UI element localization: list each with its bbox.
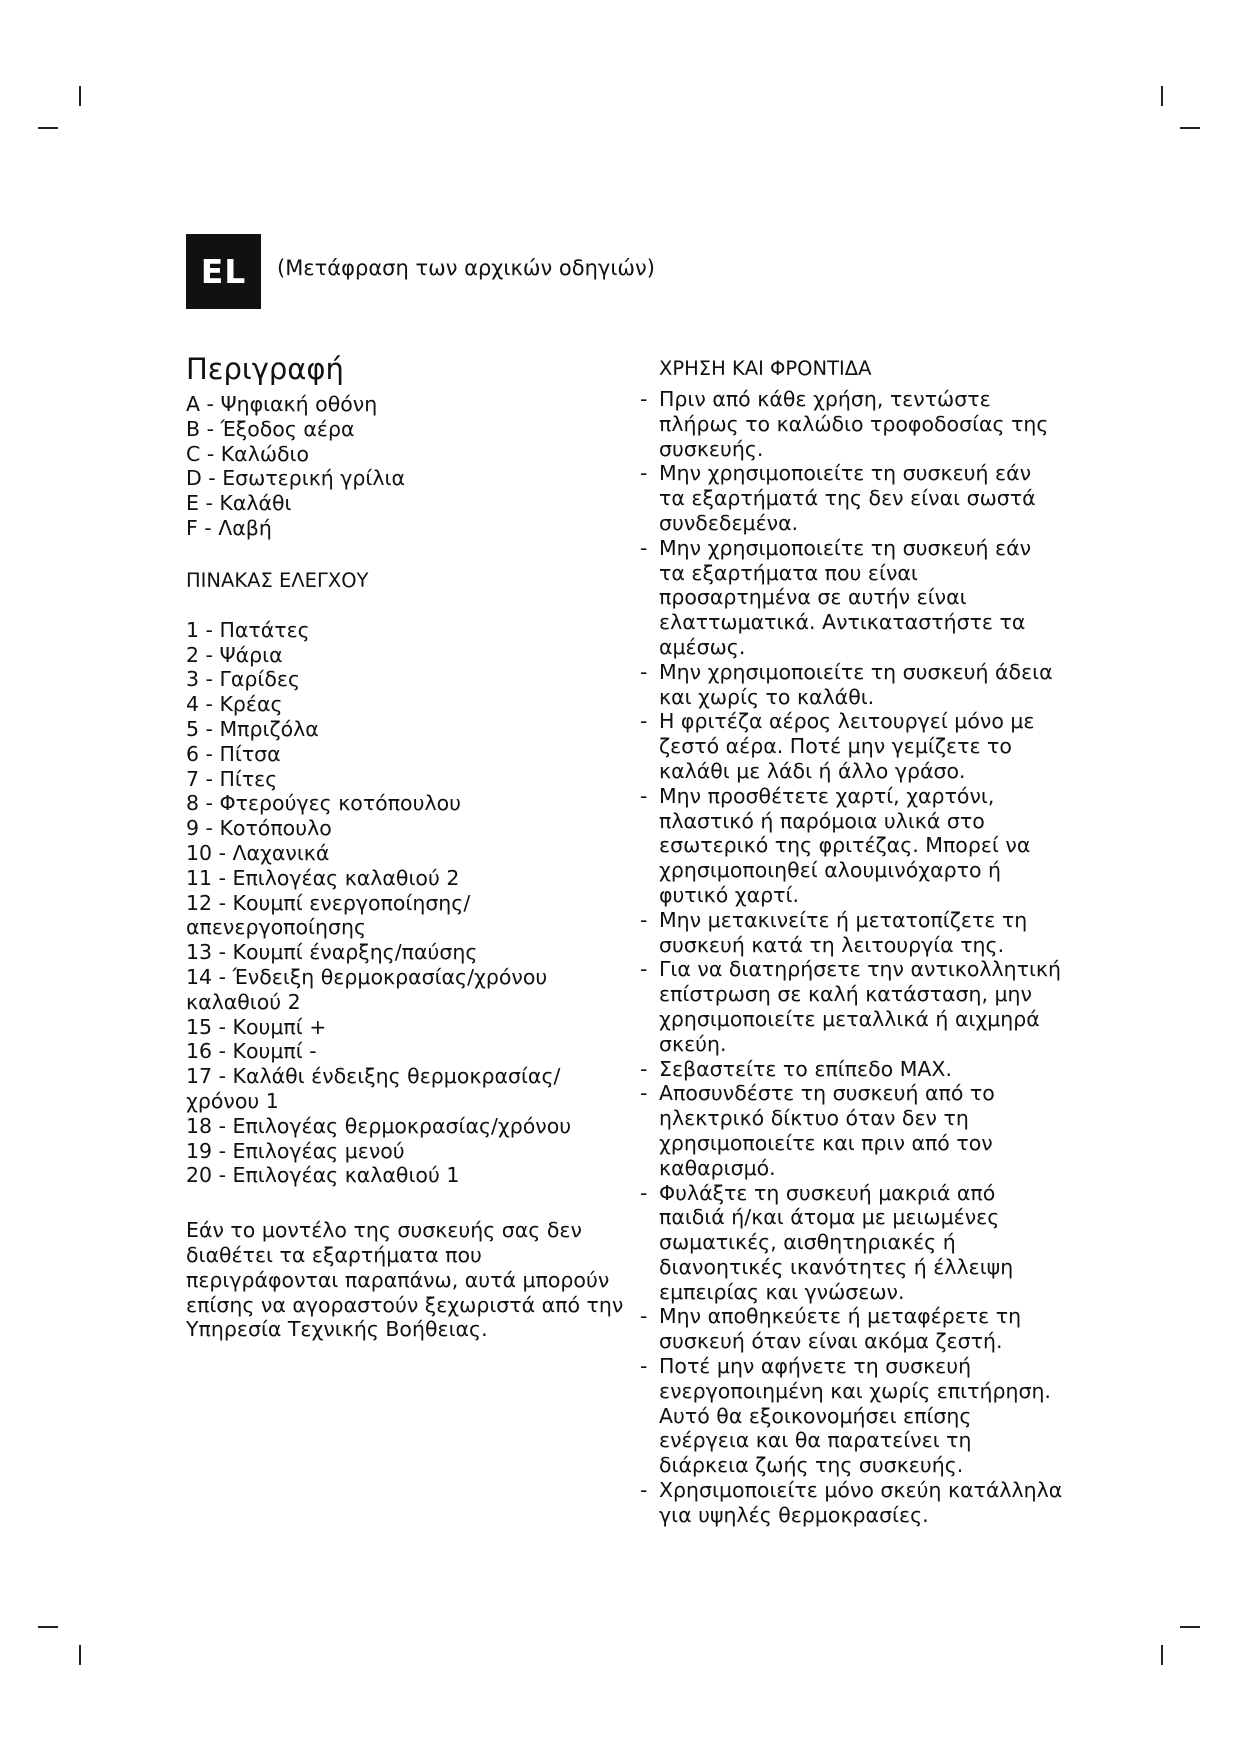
use-care-line: Η φριτέζα αέρος λειτουργεί μόνο με — [659, 709, 1035, 734]
use-care-line: συσκευή όταν είναι ακόμα ζεστή. — [659, 1329, 1003, 1354]
use-care-item — [640, 1354, 1079, 1478]
use-care-line: συσκευή κατά τη λειτουργία της. — [659, 932, 1005, 957]
description-item: B - Έξοδος αέρα — [186, 416, 355, 441]
use-care-line: εμπειρίας και γνώσεων. — [659, 1279, 905, 1304]
use-care-line: Αυτό θα εξοικονομήσει επίσης — [659, 1403, 972, 1428]
control-panel-item: 14 - Ένδειξη θερμοκρασίας/χρόνου — [186, 964, 548, 989]
use-care-line: ελαττωματικά. Αντικαταστήστε τα — [659, 610, 1026, 635]
use-care-line: χρησιμοποιείτε μεταλλικά ή αιχμηρά — [659, 1006, 1040, 1031]
use-care-line: σκεύη. — [659, 1031, 727, 1056]
left-column — [186, 352, 626, 1342]
use-care-line: συσκευής. — [659, 436, 764, 461]
control-panel-item: 15 - Κουμπί + — [186, 1014, 327, 1039]
description-list — [186, 392, 626, 541]
bullet-dash: - — [640, 461, 648, 486]
use-care-line: σωματικές, αισθητηριακές ή — [659, 1230, 956, 1255]
bullet-dash: - — [640, 1304, 648, 1329]
use-care-item — [640, 957, 1079, 1056]
note-line: Εάν το μοντέλο της συσκευής σας δεν — [186, 1218, 582, 1243]
use-care-line: εσωτερικό της φριτέζας. Μπορεί να — [659, 833, 1031, 858]
use-care-line: Χρησιμοποιείτε μόνο σκεύη κατάλληλα — [659, 1478, 1063, 1503]
use-care-line: χρησιμοποιηθεί αλουμινόχαρτο ή — [659, 858, 1002, 883]
control-panel-item: 9 - Κοτόπουλο — [186, 816, 332, 841]
use-care-item — [640, 461, 1079, 535]
use-care-item — [640, 783, 1079, 908]
control-panel-item: 11 - Επιλογέας καλαθιού 2 — [186, 865, 460, 890]
control-panel-item: 7 - Πίτες — [186, 766, 278, 791]
right-column — [640, 357, 1079, 1528]
control-panel-item: 10 - Λαχανικά — [186, 840, 330, 865]
control-panel-item: 16 - Κουμπί - — [186, 1039, 317, 1064]
description-item: E - Καλάθι — [186, 491, 292, 516]
use-care-line: Μην χρησιμοποιείτε τη συσκευή εάν — [659, 461, 1032, 486]
description-item: F - Λαβή — [186, 515, 272, 540]
note-line: διαθέτει τα εξαρτήματα που — [186, 1242, 482, 1267]
crop-mark — [1180, 127, 1200, 129]
description-item: A - Ψηφιακή οθόνη — [186, 392, 378, 416]
bullet-dash: - — [640, 387, 648, 411]
control-panel-item: 18 - Επιλογέας θερμοκρασίας/χρόνου — [186, 1113, 572, 1138]
control-panel-item: 5 - Μπριζόλα — [186, 716, 319, 741]
bullet-dash: - — [640, 1478, 648, 1503]
use-care-line: Μην χρησιμοποιείτε τη συσκευή εάν — [659, 535, 1032, 560]
use-care-line: πλήρως το καλώδιο τροφοδοσίας της — [659, 411, 1049, 436]
control-panel-item: 8 - Φτερούγες κοτόπουλου — [186, 791, 461, 816]
control-panel-item: 12 - Κουμπί ενεργοποίησης/ — [186, 890, 471, 915]
control-panel-item: 13 - Κουμπί έναρξης/παύσης — [186, 940, 478, 965]
crop-mark — [38, 1626, 58, 1628]
use-care-line: τα εξαρτήματα που είναι — [659, 560, 918, 585]
use-care-line: Μην προσθέτετε χαρτί, χαρτόνι, — [659, 783, 995, 808]
use-care-item — [640, 659, 1079, 710]
use-care-title: ΧΡΗΣΗ ΚΑΙ ΦΡΟΝΤΙΔΑ — [659, 357, 872, 380]
use-care-item — [640, 709, 1079, 783]
use-care-line: καθαρισμό. — [659, 1155, 776, 1180]
control-panel-item: απενεργοποίησης — [186, 915, 366, 940]
use-care-line: Ποτέ μην αφήνετε τη συσκευή — [659, 1354, 972, 1379]
control-panel-item: 17 - Καλάθι ένδειξης θερμοκρασίας/ — [186, 1064, 561, 1089]
accessories-note — [186, 1218, 626, 1342]
use-care-line: Σεβαστείτε το επίπεδο MAX. — [659, 1056, 952, 1081]
use-care-item — [640, 1304, 1079, 1354]
use-care-line: Αποσυνδέστε τη συσκευή από το — [659, 1081, 995, 1106]
use-care-line: παιδιά ή/και άτομα με μειωμένες — [659, 1205, 1000, 1230]
use-care-item — [640, 535, 1079, 660]
language-badge: EL — [186, 234, 261, 309]
note-line: Υπηρεσία Τεχνικής Βοήθειας. — [186, 1317, 488, 1342]
use-care-line: προσαρτημένα σε αυτήν είναι — [659, 585, 967, 610]
control-panel-item: 19 - Επιλογέας μενού — [186, 1138, 405, 1163]
use-care-line: Μην αποθηκεύετε ή μεταφέρετε τη — [659, 1304, 1022, 1329]
control-panel-item: 4 - Κρέας — [186, 692, 283, 717]
bullet-dash: - — [640, 1081, 648, 1106]
control-panel-list — [186, 618, 626, 1188]
description-item: C - Καλώδιο — [186, 441, 310, 466]
use-care-line: διανοητικές ικανότητες ή έλλειψη — [659, 1254, 1014, 1279]
bullet-dash: - — [640, 709, 648, 734]
use-care-line: ενεργοποιημένη και χωρίς επιτήρηση. — [659, 1378, 1051, 1403]
bullet-dash: - — [640, 1180, 648, 1205]
use-care-line: ηλεκτρικό δίκτυο όταν δεν τη — [659, 1106, 969, 1131]
use-care-line: Πριν από κάθε χρήση, τεντώστε — [659, 387, 991, 411]
use-care-item — [640, 1180, 1079, 1305]
use-care-list — [640, 387, 1079, 1528]
bullet-dash: - — [640, 907, 648, 932]
use-care-line: συνδεδεμένα. — [659, 510, 799, 535]
use-care-line: Φυλάξτε τη συσκευή μακριά από — [659, 1180, 996, 1205]
note-line: περιγράφονται παραπάνω, αυτά μπορούν — [186, 1267, 610, 1292]
use-care-item — [640, 1478, 1079, 1528]
use-care-line: φυτικό χαρτί. — [659, 882, 799, 907]
control-panel-item: χρόνου 1 — [186, 1088, 279, 1113]
use-care-line: πλαστικό ή παρόμοια υλικά στο — [659, 808, 985, 833]
use-care-line: τα εξαρτήματά της δεν είναι σωστά — [659, 486, 1036, 511]
control-panel-item: 2 - Ψάρια — [186, 642, 283, 667]
use-care-line: καλάθι με λάδι ή άλλο γράσο. — [659, 758, 966, 783]
control-panel-item: 6 - Πίτσα — [186, 741, 281, 766]
control-panel-item: 1 - Πατάτες — [186, 617, 310, 642]
crop-mark — [38, 127, 58, 129]
crop-mark — [1161, 1645, 1163, 1665]
use-care-line: για υψηλές θερμοκρασίες. — [659, 1502, 929, 1527]
crop-mark — [1161, 86, 1163, 106]
use-care-line: επίστρωση σε καλή κατάσταση, μην — [659, 982, 1033, 1007]
bullet-dash: - — [640, 535, 648, 560]
use-care-line: Μην μετακινείτε ή μετατοπίζετε τη — [659, 907, 1028, 932]
bullet-dash: - — [640, 1354, 648, 1379]
control-panel-item: καλαθιού 2 — [186, 989, 301, 1014]
use-care-item — [640, 1081, 1079, 1180]
control-panel-title: ΠΙΝΑΚΑΣ ΕΛΕΓΧΟΥ — [186, 568, 369, 592]
use-care-line: αμέσως. — [659, 634, 746, 659]
use-care-line: Μην χρησιμοποιείτε τη συσκευή άδεια — [659, 659, 1053, 684]
description-title: Περιγραφή — [186, 352, 344, 386]
use-care-item — [640, 387, 1079, 461]
control-panel-item: 20 - Επιλογέας καλαθιού 1 — [186, 1163, 460, 1188]
control-panel-item: 3 - Γαρίδες — [186, 667, 301, 692]
use-care-item — [640, 907, 1079, 958]
translation-note: (Μετάφραση των αρχικών οδηγιών) — [277, 256, 655, 280]
note-line: επίσης να αγοραστούν ξεχωριστά από την — [186, 1292, 624, 1317]
use-care-item — [640, 1056, 1079, 1082]
use-care-line: ενέργεια και θα παρατείνει τη — [659, 1428, 972, 1453]
crop-mark — [79, 1645, 81, 1665]
bullet-dash: - — [640, 659, 648, 684]
crop-mark — [1180, 1626, 1200, 1628]
use-care-line: και χωρίς το καλάθι. — [659, 684, 875, 709]
use-care-line: διάρκεια ζωής της συσκευής. — [659, 1453, 964, 1478]
use-care-line: χρησιμοποιείτε και πριν από τον — [659, 1130, 993, 1155]
description-item: D - Εσωτερική γρίλια — [186, 466, 405, 491]
bullet-dash: - — [640, 1056, 648, 1081]
use-care-line: Για να διατηρήσετε την αντικολλητική — [659, 957, 1061, 982]
bullet-dash: - — [640, 783, 648, 808]
use-care-line: ζεστό αέρα. Ποτέ μην γεμίζετε το — [659, 734, 1012, 759]
crop-mark — [79, 86, 81, 106]
bullet-dash: - — [640, 957, 648, 982]
